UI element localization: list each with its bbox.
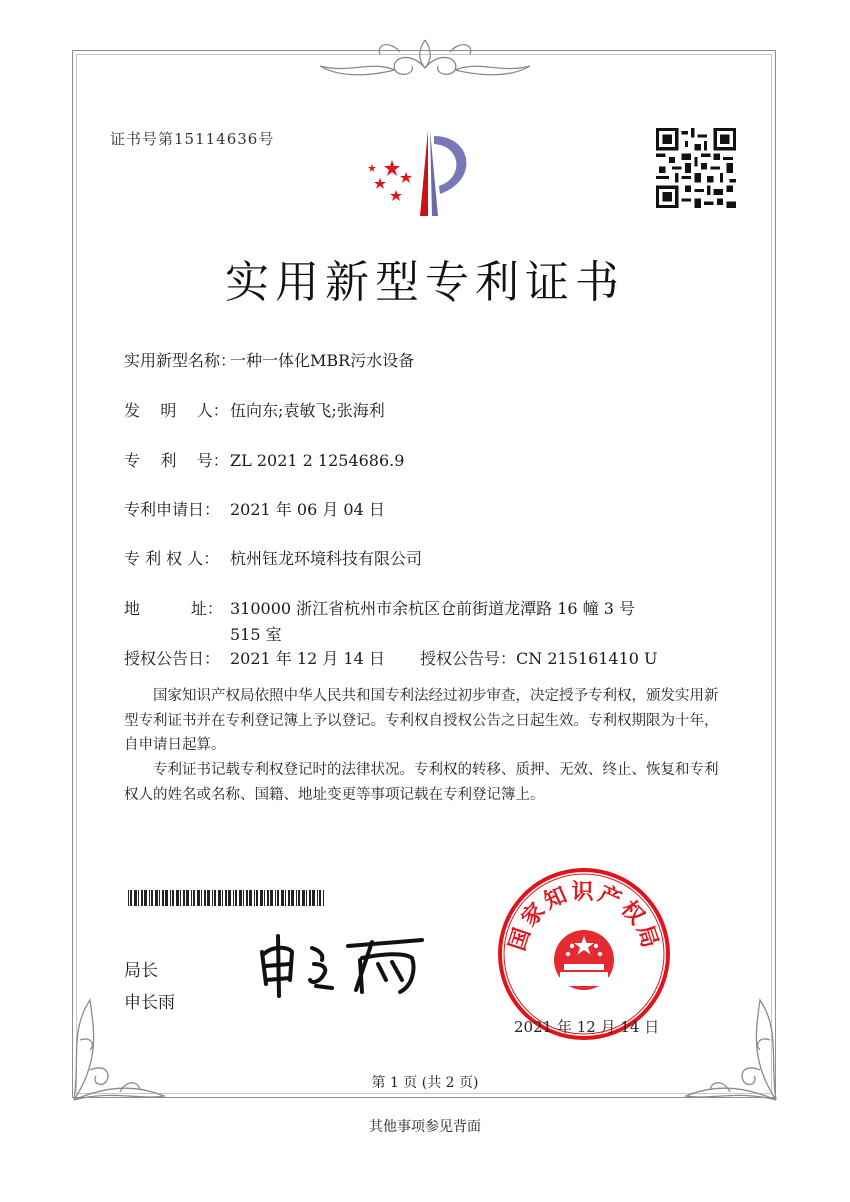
field-application-date: [124, 497, 385, 523]
inventor-names: 伍向东;袁敏飞;张海利: [230, 401, 385, 420]
notice-paragraph-1: 国家知识产权局依照中华人民共和国专利法经过初步审查，决定授予专利权，颁发实用新型专利证书并在专利登记簿上予以登记。专利权自授权公告之日起生效。专利权期限为十年，自申请日起算。: [124, 688, 719, 753]
field-patentee: [124, 546, 422, 572]
field-label: 地 址：: [124, 599, 223, 618]
field-grant-number: [420, 646, 658, 672]
seal-text: 国家知识产权局: [505, 879, 663, 954]
director-name: 申长雨: [124, 993, 175, 1013]
field-label: 实用新型名称：: [124, 351, 237, 370]
patent-office-emblem-icon: [362, 120, 492, 220]
patentee-name: 杭州钰龙环境科技有限公司: [230, 549, 423, 568]
field-utility-model-name: [124, 348, 414, 374]
notice-paragraph-2: 专利证书记载专利权登记时的法律状况。专利权的转移、质押、无效、终止、恢复和专利权人的姓名或名称、国籍、地址变更等事项记载在专利登记簿上。: [124, 762, 719, 803]
field-label: 发 明 人：: [124, 401, 229, 420]
grant-date: 2021 年 12 月 14 日: [230, 649, 385, 668]
utility-model-name: 一种一体化MBR污水设备: [230, 351, 415, 370]
grant-number: CN 215161410 U: [516, 649, 658, 668]
certificate-title: 实用新型专利证书: [225, 257, 625, 308]
director-signature: [252, 930, 432, 1000]
page-number: 第 1 页 (共 2 页): [371, 1075, 479, 1091]
application-date: 2021 年 06 月 04 日: [230, 500, 385, 519]
top-ornament: [300, 30, 550, 80]
patent-number: ZL 2021 2 1254686.9: [230, 451, 405, 470]
field-label: 授权公告号：: [420, 649, 517, 668]
certificate-number: 证书号第15114636号: [110, 130, 275, 148]
director-title: 局长: [124, 961, 158, 981]
field-label: 专 利 权 人：: [124, 549, 220, 568]
field-address: [124, 596, 640, 648]
field-label: 专 利 号：: [124, 451, 229, 470]
back-note: 其他事项参见背面: [369, 1119, 481, 1135]
seal-date: 2021 年 12 月 14 日: [514, 1018, 660, 1036]
field-inventor: [124, 398, 385, 424]
patentee-address: 310000 浙江省杭州市余杭区仓前街道龙潭路 16 幢 3 号 515 室: [230, 599, 636, 644]
field-label: 授权公告日：: [124, 649, 221, 668]
field-grant-date: [124, 646, 385, 672]
qr-code-icon: [656, 128, 736, 208]
field-label: 专利申请日：: [124, 500, 221, 519]
barcode-icon: [128, 890, 324, 906]
field-patent-number: [124, 448, 404, 474]
